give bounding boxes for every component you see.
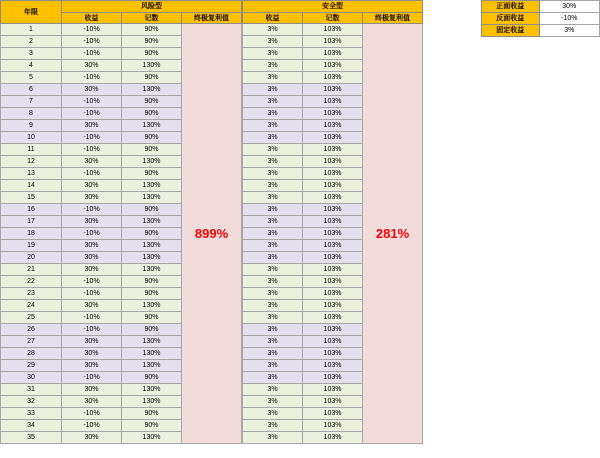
safe-return-cell[interactable]: 3%: [243, 36, 303, 48]
year-cell[interactable]: 24: [1, 300, 62, 312]
year-cell[interactable]: 28: [1, 348, 62, 360]
year-cell[interactable]: 17: [1, 216, 62, 228]
safe-return-cell[interactable]: 3%: [243, 120, 303, 132]
year-cell[interactable]: 21: [1, 264, 62, 276]
risky-return-cell[interactable]: -10%: [62, 36, 122, 48]
year-cell[interactable]: 7: [1, 96, 62, 108]
risky-return-cell[interactable]: -10%: [62, 168, 122, 180]
risky-index-cell[interactable]: 130%: [122, 360, 182, 372]
risky-index-cell[interactable]: 130%: [122, 240, 182, 252]
year-cell[interactable]: 8: [1, 108, 62, 120]
risky-index-cell[interactable]: 130%: [122, 192, 182, 204]
safe-index-cell[interactable]: 103%: [303, 420, 363, 432]
year-cell[interactable]: 6: [1, 84, 62, 96]
risky-index-cell[interactable]: 130%: [122, 180, 182, 192]
safe-final-value[interactable]: 281%: [363, 24, 423, 444]
risky-index-cell[interactable]: 90%: [122, 36, 182, 48]
year-cell[interactable]: 13: [1, 168, 62, 180]
period-header[interactable]: 年限: [1, 1, 62, 24]
year-cell[interactable]: 1: [1, 24, 62, 36]
year-cell[interactable]: 27: [1, 336, 62, 348]
risky-return-cell[interactable]: 30%: [62, 336, 122, 348]
safe-return-cell[interactable]: 3%: [243, 276, 303, 288]
parameter-label[interactable]: 反面收益: [482, 13, 540, 25]
risky-return-cell[interactable]: -10%: [62, 408, 122, 420]
risky-return-cell[interactable]: 30%: [62, 60, 122, 72]
table-body: [1, 24, 423, 444]
safe-index-cell[interactable]: 103%: [303, 24, 363, 36]
risky-return-header[interactable]: 收益: [62, 13, 122, 24]
risky-return-cell[interactable]: -10%: [62, 276, 122, 288]
safe-index-cell[interactable]: 103%: [303, 204, 363, 216]
safe-return-cell[interactable]: 3%: [243, 204, 303, 216]
parameter-row: [482, 13, 600, 25]
safe-index-cell[interactable]: 103%: [303, 408, 363, 420]
risky-index-cell[interactable]: 90%: [122, 324, 182, 336]
risky-index-cell[interactable]: 90%: [122, 288, 182, 300]
risky-index-cell[interactable]: 130%: [122, 396, 182, 408]
risky-return-cell[interactable]: -10%: [62, 372, 122, 384]
risky-index-cell[interactable]: 90%: [122, 168, 182, 180]
year-cell[interactable]: 5: [1, 72, 62, 84]
safe-return-cell[interactable]: 3%: [243, 432, 303, 444]
safe-index-cell[interactable]: 103%: [303, 180, 363, 192]
safe-return-cell[interactable]: 3%: [243, 108, 303, 120]
safe-return-cell[interactable]: 3%: [243, 324, 303, 336]
safe-return-cell[interactable]: 3%: [243, 96, 303, 108]
safe-return-cell[interactable]: 3%: [243, 396, 303, 408]
risky-index-cell[interactable]: 90%: [122, 228, 182, 240]
year-cell[interactable]: 3: [1, 48, 62, 60]
year-cell[interactable]: 30: [1, 372, 62, 384]
risky-index-cell[interactable]: 90%: [122, 132, 182, 144]
risky-return-cell[interactable]: 30%: [62, 180, 122, 192]
parameter-label[interactable]: 正面收益: [482, 1, 540, 13]
safe-return-cell[interactable]: 3%: [243, 360, 303, 372]
year-cell[interactable]: 32: [1, 396, 62, 408]
safe-return-cell[interactable]: 3%: [243, 192, 303, 204]
year-cell[interactable]: 31: [1, 384, 62, 396]
risky-return-cell[interactable]: -10%: [62, 324, 122, 336]
risky-return-cell[interactable]: -10%: [62, 132, 122, 144]
risky-index-cell[interactable]: 90%: [122, 108, 182, 120]
risky-return-cell[interactable]: 30%: [62, 120, 122, 132]
safe-return-cell[interactable]: 3%: [243, 420, 303, 432]
risky-index-cell[interactable]: 130%: [122, 432, 182, 444]
safe-return-cell[interactable]: 3%: [243, 48, 303, 60]
risky-index-cell[interactable]: 90%: [122, 276, 182, 288]
safe-return-cell[interactable]: 3%: [243, 180, 303, 192]
safe-return-cell[interactable]: 3%: [243, 228, 303, 240]
year-cell[interactable]: 22: [1, 276, 62, 288]
year-cell[interactable]: 14: [1, 180, 62, 192]
year-cell[interactable]: 2: [1, 36, 62, 48]
risky-index-cell[interactable]: 130%: [122, 336, 182, 348]
safe-return-cell[interactable]: 3%: [243, 336, 303, 348]
safe-return-header[interactable]: 收益: [243, 13, 303, 24]
safe-index-cell[interactable]: 103%: [303, 156, 363, 168]
safe-return-cell[interactable]: 3%: [243, 312, 303, 324]
risky-return-cell[interactable]: 30%: [62, 384, 122, 396]
safe-index-cell[interactable]: 103%: [303, 132, 363, 144]
safe-index-cell[interactable]: 103%: [303, 300, 363, 312]
risky-index-cell[interactable]: 90%: [122, 372, 182, 384]
parameter-value[interactable]: -10%: [539, 13, 599, 25]
risky-group-header[interactable]: 风险型: [62, 1, 242, 13]
safe-index-cell[interactable]: 103%: [303, 324, 363, 336]
safe-return-cell[interactable]: 3%: [243, 252, 303, 264]
safe-index-cell[interactable]: 103%: [303, 48, 363, 60]
risky-return-cell[interactable]: 30%: [62, 396, 122, 408]
parameter-row: [482, 1, 600, 13]
risky-return-cell[interactable]: -10%: [62, 420, 122, 432]
risky-return-cell[interactable]: 30%: [62, 360, 122, 372]
year-cell[interactable]: 9: [1, 120, 62, 132]
risky-final-value[interactable]: 899%: [182, 24, 242, 444]
risky-return-cell[interactable]: -10%: [62, 96, 122, 108]
risky-index-cell[interactable]: 90%: [122, 312, 182, 324]
risky-return-cell[interactable]: 30%: [62, 252, 122, 264]
risky-return-cell[interactable]: -10%: [62, 228, 122, 240]
safe-return-cell[interactable]: 3%: [243, 24, 303, 36]
year-cell[interactable]: 20: [1, 252, 62, 264]
year-cell[interactable]: 15: [1, 192, 62, 204]
year-cell[interactable]: 12: [1, 156, 62, 168]
risky-return-cell[interactable]: 30%: [62, 216, 122, 228]
risky-index-header[interactable]: 记数: [122, 13, 182, 24]
risky-index-cell[interactable]: 90%: [122, 408, 182, 420]
safe-return-cell[interactable]: 3%: [243, 216, 303, 228]
risky-index-cell[interactable]: 130%: [122, 348, 182, 360]
risky-return-cell[interactable]: 30%: [62, 264, 122, 276]
year-cell[interactable]: 33: [1, 408, 62, 420]
safe-index-cell[interactable]: 103%: [303, 228, 363, 240]
risky-index-cell[interactable]: 90%: [122, 204, 182, 216]
safe-return-cell[interactable]: 3%: [243, 300, 303, 312]
safe-index-cell[interactable]: 103%: [303, 240, 363, 252]
risky-index-cell[interactable]: 130%: [122, 84, 182, 96]
risky-return-cell[interactable]: -10%: [62, 48, 122, 60]
table-row: [1, 24, 423, 36]
risky-index-cell[interactable]: 90%: [122, 420, 182, 432]
safe-index-cell[interactable]: 103%: [303, 72, 363, 84]
year-cell[interactable]: 19: [1, 240, 62, 252]
safe-return-cell[interactable]: 3%: [243, 408, 303, 420]
safe-return-cell[interactable]: 3%: [243, 60, 303, 72]
safe-index-cell[interactable]: 103%: [303, 108, 363, 120]
safe-index-cell[interactable]: 103%: [303, 192, 363, 204]
safe-return-cell[interactable]: 3%: [243, 348, 303, 360]
safe-return-cell[interactable]: 3%: [243, 144, 303, 156]
safe-index-cell[interactable]: 103%: [303, 288, 363, 300]
safe-index-cell[interactable]: 103%: [303, 384, 363, 396]
risky-return-cell[interactable]: -10%: [62, 312, 122, 324]
safe-index-cell[interactable]: 103%: [303, 168, 363, 180]
safe-index-header[interactable]: 记数: [303, 13, 363, 24]
safe-return-cell[interactable]: 3%: [243, 132, 303, 144]
safe-final-header[interactable]: 终极复利值: [363, 13, 423, 24]
safe-index-cell[interactable]: 103%: [303, 276, 363, 288]
risky-return-cell[interactable]: -10%: [62, 288, 122, 300]
parameter-label[interactable]: 固定收益: [482, 25, 540, 37]
safe-return-cell[interactable]: 3%: [243, 264, 303, 276]
safe-index-cell[interactable]: 103%: [303, 312, 363, 324]
risky-return-cell[interactable]: 30%: [62, 348, 122, 360]
safe-return-cell[interactable]: 3%: [243, 240, 303, 252]
risky-return-cell[interactable]: -10%: [62, 24, 122, 36]
safe-return-cell[interactable]: 3%: [243, 168, 303, 180]
risky-return-cell[interactable]: 30%: [62, 84, 122, 96]
safe-index-cell[interactable]: 103%: [303, 120, 363, 132]
risky-return-cell[interactable]: -10%: [62, 204, 122, 216]
parameter-value[interactable]: 30%: [539, 1, 599, 13]
safe-index-cell[interactable]: 103%: [303, 348, 363, 360]
risky-index-cell[interactable]: 130%: [122, 60, 182, 72]
risky-index-cell[interactable]: 90%: [122, 96, 182, 108]
safe-index-cell[interactable]: 103%: [303, 216, 363, 228]
parameter-row: [482, 25, 600, 37]
risky-index-cell[interactable]: 130%: [122, 300, 182, 312]
safe-return-cell[interactable]: 3%: [243, 84, 303, 96]
safe-index-cell[interactable]: 103%: [303, 396, 363, 408]
safe-return-cell[interactable]: 3%: [243, 384, 303, 396]
parameter-value[interactable]: 3%: [539, 25, 599, 37]
safe-return-cell[interactable]: 3%: [243, 72, 303, 84]
risky-index-cell[interactable]: 90%: [122, 48, 182, 60]
risky-return-cell[interactable]: 30%: [62, 300, 122, 312]
year-cell[interactable]: 18: [1, 228, 62, 240]
safe-index-cell[interactable]: 103%: [303, 60, 363, 72]
risky-index-cell[interactable]: 90%: [122, 24, 182, 36]
safe-index-cell[interactable]: 103%: [303, 372, 363, 384]
risky-index-cell[interactable]: 130%: [122, 156, 182, 168]
risky-return-cell[interactable]: -10%: [62, 108, 122, 120]
year-cell[interactable]: 23: [1, 288, 62, 300]
safe-index-cell[interactable]: 103%: [303, 336, 363, 348]
risky-index-cell[interactable]: 130%: [122, 120, 182, 132]
year-cell[interactable]: 29: [1, 360, 62, 372]
risky-index-cell[interactable]: 90%: [122, 72, 182, 84]
parameters-table: [481, 0, 600, 37]
safe-index-cell[interactable]: 103%: [303, 264, 363, 276]
safe-index-cell[interactable]: 103%: [303, 84, 363, 96]
risky-index-cell[interactable]: 90%: [122, 144, 182, 156]
risky-return-cell[interactable]: 30%: [62, 192, 122, 204]
risky-index-cell[interactable]: 130%: [122, 216, 182, 228]
year-cell[interactable]: 35: [1, 432, 62, 444]
risky-return-cell[interactable]: -10%: [62, 72, 122, 84]
year-cell[interactable]: 11: [1, 144, 62, 156]
risky-return-cell[interactable]: 30%: [62, 432, 122, 444]
risky-return-cell[interactable]: 30%: [62, 156, 122, 168]
safe-index-cell[interactable]: 103%: [303, 252, 363, 264]
year-cell[interactable]: 26: [1, 324, 62, 336]
safe-index-cell[interactable]: 103%: [303, 432, 363, 444]
year-cell[interactable]: 4: [1, 60, 62, 72]
safe-return-cell[interactable]: 3%: [243, 372, 303, 384]
safe-return-cell[interactable]: 3%: [243, 156, 303, 168]
risky-index-cell[interactable]: 130%: [122, 264, 182, 276]
safe-index-cell[interactable]: 103%: [303, 36, 363, 48]
safe-index-cell[interactable]: 103%: [303, 96, 363, 108]
year-cell[interactable]: 10: [1, 132, 62, 144]
risky-final-header[interactable]: 终极复利值: [182, 13, 242, 24]
risky-index-cell[interactable]: 130%: [122, 252, 182, 264]
risky-return-cell[interactable]: 30%: [62, 240, 122, 252]
safe-group-header[interactable]: 安全型: [243, 1, 423, 13]
year-cell[interactable]: 34: [1, 420, 62, 432]
safe-index-cell[interactable]: 103%: [303, 144, 363, 156]
risky-index-cell[interactable]: 130%: [122, 384, 182, 396]
year-cell[interactable]: 25: [1, 312, 62, 324]
risky-return-cell[interactable]: -10%: [62, 144, 122, 156]
safe-index-cell[interactable]: 103%: [303, 360, 363, 372]
safe-return-cell[interactable]: 3%: [243, 288, 303, 300]
year-cell[interactable]: 16: [1, 204, 62, 216]
